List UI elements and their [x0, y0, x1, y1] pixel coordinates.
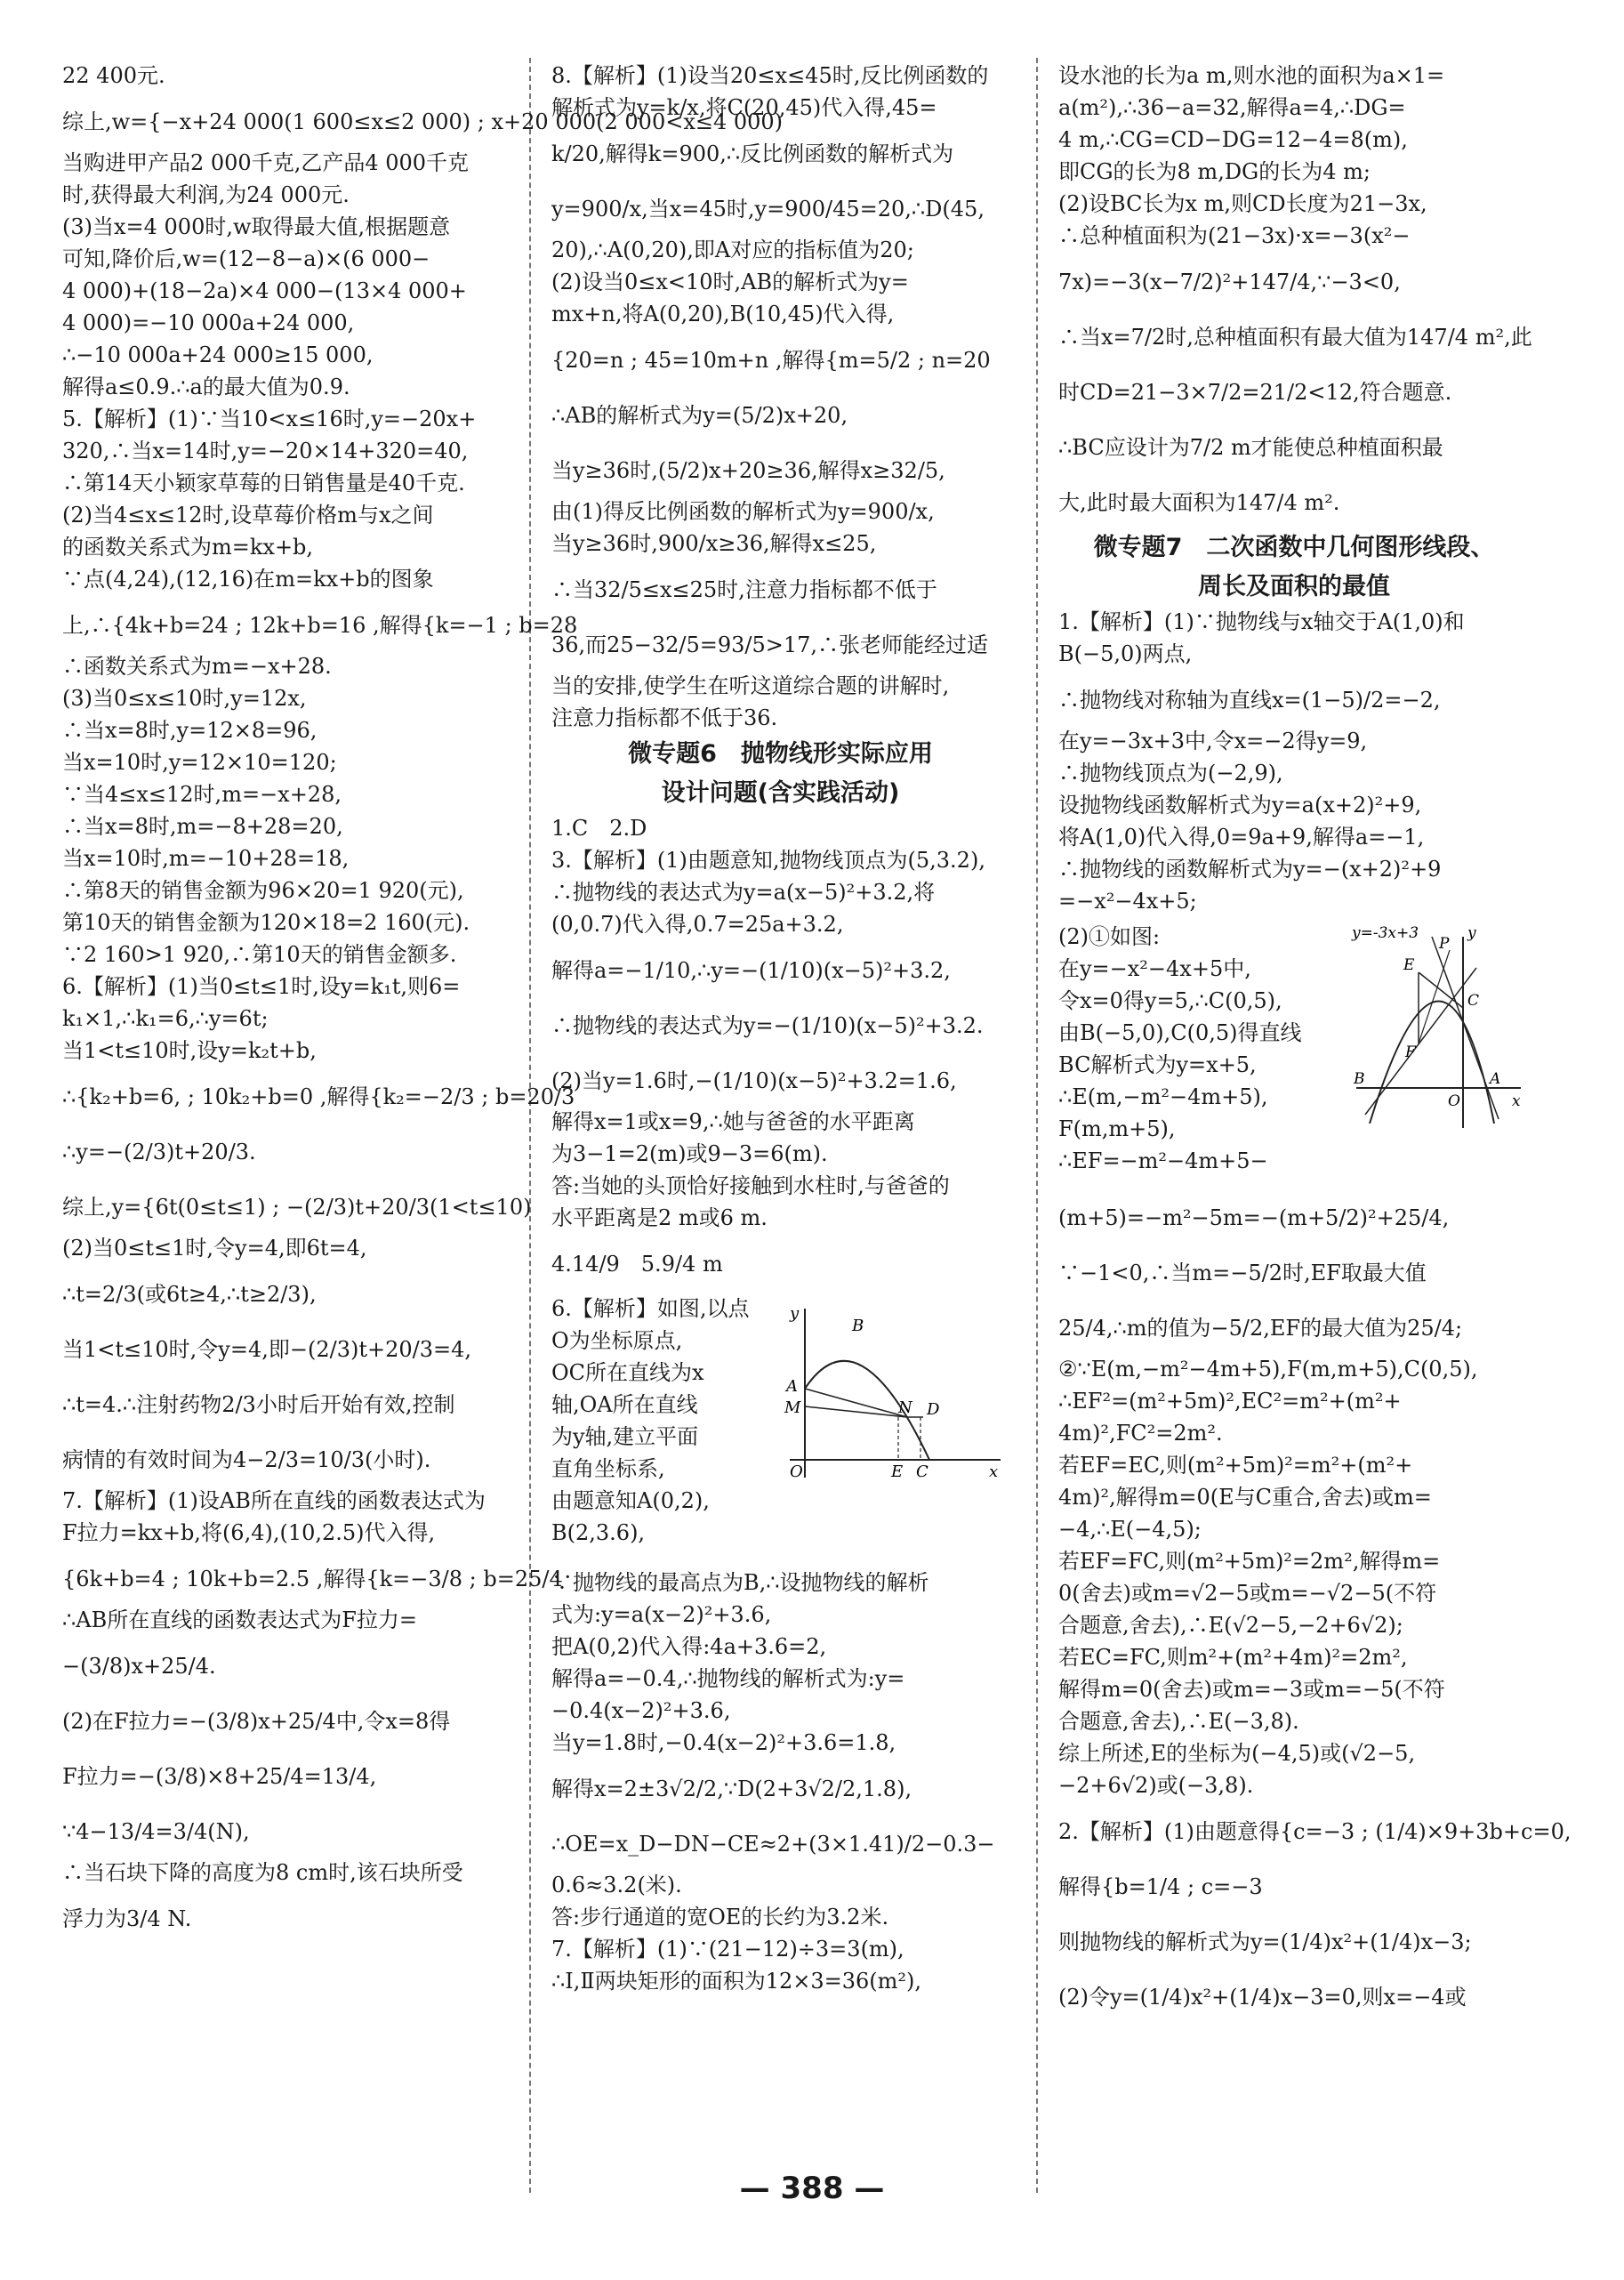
solution-line: 36,而25−32/5=93/5>17,∴张老师能经过适: [551, 632, 988, 657]
solution-line: ∴y=−(2/3)t+20/3.: [62, 1140, 256, 1164]
solution-line: 综上,y={6t(0≤t≤1) ; −(2/3)t+20/3(1<t≤10): [62, 1195, 532, 1220]
question-6-line: 为y轴,建立平面: [551, 1424, 699, 1449]
solution-line: 病情的有效时间为4−2/3=10/3(小时).: [62, 1447, 431, 1472]
question-6-line: 6.【解析】如图,以点: [551, 1296, 750, 1321]
solution-line: 解得a≤0.9.∴a的最大值为0.9.: [62, 375, 350, 399]
solution-line: a(m²),∴36−a=32,解得a=4,∴DG=: [1058, 95, 1406, 120]
solution-line: 解得x=2±3√2/2,∵D(2+3√2/2,1.8),: [551, 1776, 912, 1801]
solution-line: ∴{k₂+b=6, ; 10k₂+b=0 ,解得{k₂=−2/3 ; b=20/3: [62, 1084, 575, 1109]
solution-line: 式为:y=a(x−2)²+3.6,: [551, 1602, 772, 1627]
solution-line: 大,此时最大面积为147/4 m².: [1058, 490, 1340, 515]
solution-line: 20),∴A(0,20),即A对应的指标值为20;: [551, 238, 914, 262]
solution-line: {6k+b=4 ; 10k+b=2.5 ,解得{k=−3/8 ; b=25/4: [62, 1567, 563, 1591]
question-1-line: F(m,m+5),: [1058, 1116, 1176, 1141]
solution-line: 1.C 2.D: [551, 816, 647, 841]
column-3: [1058, 62, 1572, 2025]
solution-line: ∴−10 000a+24 000≥15 000,: [62, 342, 374, 367]
solution-line: 解得a=−1/10,∴y=−(1/10)(x−5)²+3.2,: [551, 958, 951, 983]
question-1-line: 令x=0得y=5,∴C(0,5),: [1058, 988, 1282, 1013]
solution-line: 水平距离是2 m或6 m.: [551, 1205, 768, 1230]
solution-line: 当1<t≤10时,设y=k₂t+b,: [62, 1038, 317, 1063]
solution-line: 解得m=0(舍去)或m=−3或m=−5(不符: [1058, 1677, 1445, 1702]
solution-line: ∴OE=x_D−DN−CE≈2+(3×1.41)/2−0.3−: [551, 1832, 995, 1857]
solution-line: mx+n,将A(0,20),B(10,45)代入得,: [551, 302, 895, 326]
solution-line: −2+6√2)或(−3,8).: [1058, 1773, 1254, 1798]
label-c: C: [1467, 992, 1480, 1010]
solution-line: 第10天的销售金额为120×18=2 160(元).: [62, 910, 470, 935]
solution-line: (2)设BC长为x m,则CD长度为21−3x,: [1058, 191, 1427, 216]
label-m: M: [784, 1398, 801, 1417]
solution-line: 若EF=EC,则(m²+5m)²=m²+(m²+: [1058, 1453, 1413, 1478]
question-6-line: 轴,OA所在直线: [551, 1392, 698, 1417]
label-p: P: [1439, 935, 1450, 953]
solution-line: 注意力指标都不低于36.: [551, 705, 778, 730]
solution-line: ∴当x=7/2时,总种植面积有最大值为147/4 m²,此: [1058, 325, 1532, 350]
question-1-line: ∴EF=−m²−4m+5−: [1058, 1148, 1268, 1173]
label-y: y: [790, 1304, 800, 1323]
solution-line: 答:步行通道的宽OE的长约为3.2米.: [551, 1905, 889, 1930]
solution-line: 0(舍去)或m=√2−5或m=−√2−5(不符: [1058, 1581, 1437, 1606]
solution-line: ∵当4≤x≤12时,m=−x+28,: [62, 782, 342, 807]
solution-line: 当1<t≤10时,令y=4,即−(2/3)t+20/3=4,: [62, 1337, 471, 1362]
solution-line: (2)当4≤x≤12时,设草莓价格m与x之间: [62, 503, 434, 528]
solution-line: k₁×1,∴k₁=6,∴y=6t;: [62, 1006, 269, 1031]
solution-line: ∴EF²=(m²+5m)²,EC²=m²+(m²+: [1058, 1389, 1402, 1414]
solution-line: ∴第14天小颖家草莓的日销售量是40千克.: [62, 471, 465, 495]
solution-line: 时,获得最大利润,为24 000元.: [62, 182, 350, 207]
question-1-part-2-block: [1058, 923, 1530, 1187]
solution-line: 4m)²,FC²=2m².: [1058, 1421, 1223, 1446]
solution-line: −(3/8)x+25/4.: [62, 1654, 216, 1679]
question-6-line: O为坐标原点,: [551, 1328, 683, 1353]
solution-line: 7.【解析】(1)∵(21−12)÷3=3(m),: [551, 1937, 904, 1962]
solution-line: ∴Ⅰ,Ⅱ两块矩形的面积为12×3=36(m²),: [551, 1969, 921, 1994]
solution-line: 可知,降价后,w=(12−8−a)×(6 000−: [62, 246, 430, 271]
solution-line: (3)当0≤x≤10时,y=12x,: [62, 686, 307, 711]
solution-line: 当y≥36时,900/x≥36,解得x≤25,: [551, 531, 877, 556]
solution-line: 综上所述,E的坐标为(−4,5)或(√2−5,: [1058, 1741, 1416, 1766]
label-a: A: [786, 1377, 798, 1396]
solution-line: 浮力为3/4 N.: [62, 1906, 192, 1931]
solution-line: ∴BC应设计为7/2 m才能使总种植面积最: [1058, 435, 1443, 460]
label-d: D: [927, 1400, 940, 1419]
solution-line: 解得a=−0.4,∴抛物线的解析式为:y=: [551, 1666, 905, 1691]
solution-line: (2)当y=1.6时,−(1/10)(x−5)²+3.2=1.6,: [551, 1068, 957, 1093]
question-6-line: OC所在直线为x: [551, 1360, 704, 1385]
solution-line: 3.【解析】(1)由题意知,抛物线顶点为(5,3.2),: [551, 848, 985, 873]
solution-line: 7.【解析】(1)设AB所在直线的函数表达式为: [62, 1488, 486, 1513]
solution-line: ∴抛物线顶点为(−2,9),: [1058, 761, 1283, 786]
topic6-title-line: 设计问题(含实践活动): [661, 779, 900, 807]
solution-line: ∴第8天的销售金额为96×20=1 920(元),: [62, 878, 464, 903]
solution-line: ∴当x=8时,y=12×8=96,: [62, 718, 318, 743]
question-6-line: 由题意知A(0,2),: [551, 1488, 710, 1513]
solution-line: (m+5)=−m²−5m=−(m+5/2)²+25/4,: [1058, 1205, 1450, 1230]
topic-6-title: [551, 737, 1009, 815]
solution-line: 320,∴当x=14时,y=−20×14+320=40,: [62, 439, 469, 463]
solution-line: (3)当x=4 000时,w取得最大值,根据题意: [62, 214, 451, 239]
column-divider-1: [529, 58, 531, 2193]
solution-line: F拉力=−(3/8)×8+25/4=13/4,: [62, 1764, 377, 1789]
topic7-title-line: 周长及面积的最值: [1198, 573, 1390, 600]
solution-line: 当y=1.8时,−0.4(x−2)²+3.6=1.8,: [551, 1730, 896, 1755]
solution-line: ∴当石块下降的高度为8 cm时,该石块所受: [62, 1860, 463, 1885]
solution-line: 即CG的长为8 m,DG的长为4 m;: [1058, 159, 1371, 184]
solution-line: ②∵E(m,−m²−4m+5),F(m,m+5),C(0,5),: [1058, 1357, 1478, 1382]
solution-line: 4 m,∴CG=CD−DG=12−4=8(m),: [1058, 127, 1408, 152]
column-divider-2: [1036, 58, 1038, 2193]
solution-line: (2)令y=(1/4)x²+(1/4)x−3=0,则x=−4或: [1058, 1985, 1467, 2010]
solution-line: 4m)²,解得m=0(E与C重合,舍去)或m=: [1058, 1485, 1432, 1510]
question-1-line: ∴E(m,−m²−4m+5),: [1058, 1084, 1268, 1109]
solution-line: ∴抛物线的表达式为y=a(x−5)²+3.2,将: [551, 880, 936, 905]
solution-line: 若EC=FC,则m²+(m²+4m)²=2m²,: [1058, 1645, 1408, 1670]
solution-line: 22 400元.: [62, 63, 165, 88]
solution-line: (2)在F拉力=−(3/8)x+25/4中,令x=8得: [62, 1709, 451, 1734]
solution-line: ∴抛物线的函数解析式为y=−(x+2)²+9: [1058, 857, 1442, 882]
solution-line: ∴当x=8时,m=−8+28=20,: [62, 814, 343, 839]
solution-line: ∵2 160>1 920,∴第10天的销售金额多.: [62, 942, 457, 967]
segment-an: [805, 1389, 907, 1417]
solution-line: 当x=10时,y=12×10=120;: [62, 750, 337, 775]
label-e: E: [891, 1462, 904, 1481]
solution-line: 当购进甲产品2 000千克,乙产品4 000千克: [62, 150, 470, 175]
solution-line: ∴t=4.∴注射药物2/3小时后开始有效,控制: [62, 1392, 455, 1417]
solution-line: ∵抛物线的最高点为B,∴设抛物线的解析: [551, 1570, 929, 1595]
label-b: B: [1354, 1070, 1365, 1088]
solution-line: 25/4,∴m的值为−5/2,EF的最大值为25/4;: [1058, 1316, 1463, 1341]
solution-line: =−x²−4x+5;: [1058, 889, 1197, 914]
solution-line: ∵4−13/4=3/4(N),: [62, 1819, 250, 1844]
solution-line: ∴AB所在直线的函数表达式为F拉力=: [62, 1607, 417, 1632]
solution-line: 当的安排,使学生在听这道综合题的讲解时,: [551, 673, 950, 698]
column-2: [551, 62, 1009, 2000]
line-y-3x-3: [1432, 937, 1499, 1119]
question-1-line: 由B(−5,0),C(0,5)得直线: [1058, 1020, 1302, 1045]
solution-line: −0.4(x−2)²+3.6,: [551, 1698, 731, 1723]
question-6-block: [551, 1295, 1009, 1566]
solution-line: 8.【解析】(1)设当20≤x≤45时,反比例函数的: [551, 63, 989, 88]
page-number: — 388 —: [739, 2171, 885, 2206]
solution-line: 1.【解析】(1)∵抛物线与x轴交于A(1,0)和: [1058, 609, 1465, 634]
label-f: F: [1405, 1043, 1416, 1061]
solution-line: 6.【解析】(1)当0≤t≤1时,设y=k₁t,则6=: [62, 974, 461, 999]
solution-line: ∵点(4,24),(12,16)在m=kx+b的图象: [62, 567, 434, 592]
label-n: N: [898, 1398, 912, 1417]
solution-line: 0.6≈3.2(米).: [551, 1873, 682, 1897]
solution-line: 解得{b=1/4 ; c=−3: [1058, 1874, 1263, 1899]
solution-line: 4 000)=−10 000a+24 000,: [62, 310, 355, 335]
segment-fp: [1419, 950, 1450, 1043]
solution-line: 在y=−3x+3中,令x=−2得y=9,: [1058, 729, 1368, 753]
solution-line: 时CD=21−3×7/2=21/2<12,符合题意.: [1058, 380, 1452, 405]
solution-line: 合题意,舍去),∴E(−3,8).: [1058, 1709, 1299, 1734]
solution-line: 若EF=FC,则(m²+5m)²=2m²,解得m=: [1058, 1549, 1441, 1574]
solution-line: 上,∴{4k+b=24 ; 12k+b=16 ,解得{k=−1 ; b=28: [62, 613, 578, 638]
question-1-line: (2)①如图:: [1058, 924, 1161, 949]
solution-line: ∴当32/5≤x≤25时,注意力指标都不低于: [551, 577, 937, 602]
solution-line: (0,0.7)代入得,0.7=25a+3.2,: [551, 912, 844, 937]
solution-line: 设水池的长为a m,则水池的面积为a×1=: [1058, 63, 1445, 88]
solution-line: −4,∴E(−4,5);: [1058, 1517, 1202, 1542]
solution-line: 将A(1,0)代入得,0=9a+9,解得a=−1,: [1058, 825, 1425, 850]
label-x: x: [1512, 1092, 1521, 1110]
solution-line: ∴t=2/3(或6t≥4,∴t≥2/3),: [62, 1282, 317, 1307]
parabola-diagram-2: [1352, 923, 1530, 1137]
solution-line: 当y≥36时,(5/2)x+20≥36,解得x≥32/5,: [551, 458, 945, 483]
label-b: B: [852, 1317, 864, 1335]
solution-line: 的函数关系式为m=kx+b,: [62, 535, 314, 560]
solution-line: 4 000)+(18−2a)×4 000−(13×4 000+: [62, 278, 467, 303]
question-1-line: BC解析式为y=x+5,: [1058, 1052, 1257, 1077]
solution-line: 则抛物线的解析式为y=(1/4)x²+(1/4)x−3;: [1058, 1930, 1472, 1954]
question-6-line: B(2,3.6),: [551, 1520, 646, 1545]
solution-line: 设抛物线函数解析式为y=a(x+2)²+9,: [1058, 793, 1422, 818]
solution-line: (2)设当0≤x<10时,AB的解析式为y=: [551, 270, 909, 294]
question-1-line: 在y=−x²−4x+5中,: [1058, 956, 1251, 981]
solution-line: 把A(0,2)代入得:4a+3.6=2,: [551, 1634, 827, 1659]
solution-line: ∵−1<0,∴当m=−5/2时,EF取最大值: [1058, 1261, 1427, 1285]
solution-line: 当x=10时,m=−10+28=18,: [62, 846, 350, 871]
solution-line: 2.【解析】(1)由题意得{c=−3 ; (1/4)×9+3b+c=0,: [1058, 1819, 1572, 1844]
solution-line: (2)当0≤t≤1时,令y=4,即6t=4,: [62, 1236, 367, 1261]
solution-line: 合题意,舍去),∴E(√2−5,−2+6√2);: [1058, 1613, 1403, 1638]
topic6-title-line: 微专题6 抛物线形实际应用: [628, 740, 933, 768]
parabola-diagram-1: [783, 1304, 1005, 1482]
label-a: A: [1490, 1070, 1501, 1088]
label-x: x: [989, 1462, 999, 1481]
solution-line: 解析式为y=k/x,将C(20,45)代入得,45=: [551, 95, 937, 120]
segment-mn: [805, 1406, 907, 1417]
solution-line: 为3−1=2(m)或9−3=6(m).: [551, 1141, 828, 1166]
solution-line: 答:当她的头顶恰好接触到水柱时,与爸爸的: [551, 1173, 950, 1198]
label-equation: y=-3x+3: [1352, 924, 1419, 942]
question-6-line: 直角坐标系,: [551, 1456, 665, 1481]
topic-7-title: [1058, 530, 1530, 608]
solution-line: y=900/x,当x=45时,y=900/45=20,∴D(45,: [551, 197, 985, 222]
solution-line: 4.14/9 5.9/4 m: [551, 1252, 723, 1277]
solution-line: k/20,解得k=900,∴反比例函数的解析式为: [551, 141, 954, 166]
label-c: C: [916, 1462, 929, 1481]
solution-line: 由(1)得反比例函数的解析式为y=900/x,: [551, 499, 935, 524]
label-y: y: [1467, 924, 1476, 942]
topic7-title-line: 微专题7 二次函数中几何图形线段、: [1093, 534, 1495, 561]
solution-line: ∴AB的解析式为y=(5/2)x+20,: [551, 403, 848, 428]
solution-line: ∴总种植面积为(21−3x)·x=−3(x²−: [1058, 223, 1411, 248]
label-o: O: [1448, 1092, 1460, 1110]
solution-line: 解得x=1或x=9,∴她与爸爸的水平距离: [551, 1109, 915, 1134]
solution-line: 5.【解析】(1)∵当10<x≤16时,y=−20x+: [62, 407, 477, 431]
solution-line: ∴抛物线的表达式为y=−(1/10)(x−5)²+3.2.: [551, 1013, 984, 1038]
solution-line: {20=n ; 45=10m+n ,解得{m=5/2 ; n=20: [551, 348, 991, 373]
solution-line: F拉力=kx+b,将(6,4),(10,2.5)代入得,: [62, 1520, 436, 1545]
solution-line: 综上,w={−x+24 000(1 600≤x≤2 000) ; x+20 000(2 000<x≤4 000): [62, 109, 784, 134]
solution-line: ∴抛物线对称轴为直线x=(1−5)/2=−2,: [1058, 688, 1441, 713]
label-e: E: [1403, 956, 1415, 974]
solution-line: ∴函数关系式为m=−x+28.: [62, 654, 332, 679]
parabola-curve: [1370, 1002, 1494, 1124]
solution-line: 7x)=−3(x−7/2)²+147/4,∵−3<0,: [1058, 270, 1401, 294]
label-o: O: [790, 1462, 803, 1481]
solution-line: B(−5,0)两点,: [1058, 641, 1193, 666]
